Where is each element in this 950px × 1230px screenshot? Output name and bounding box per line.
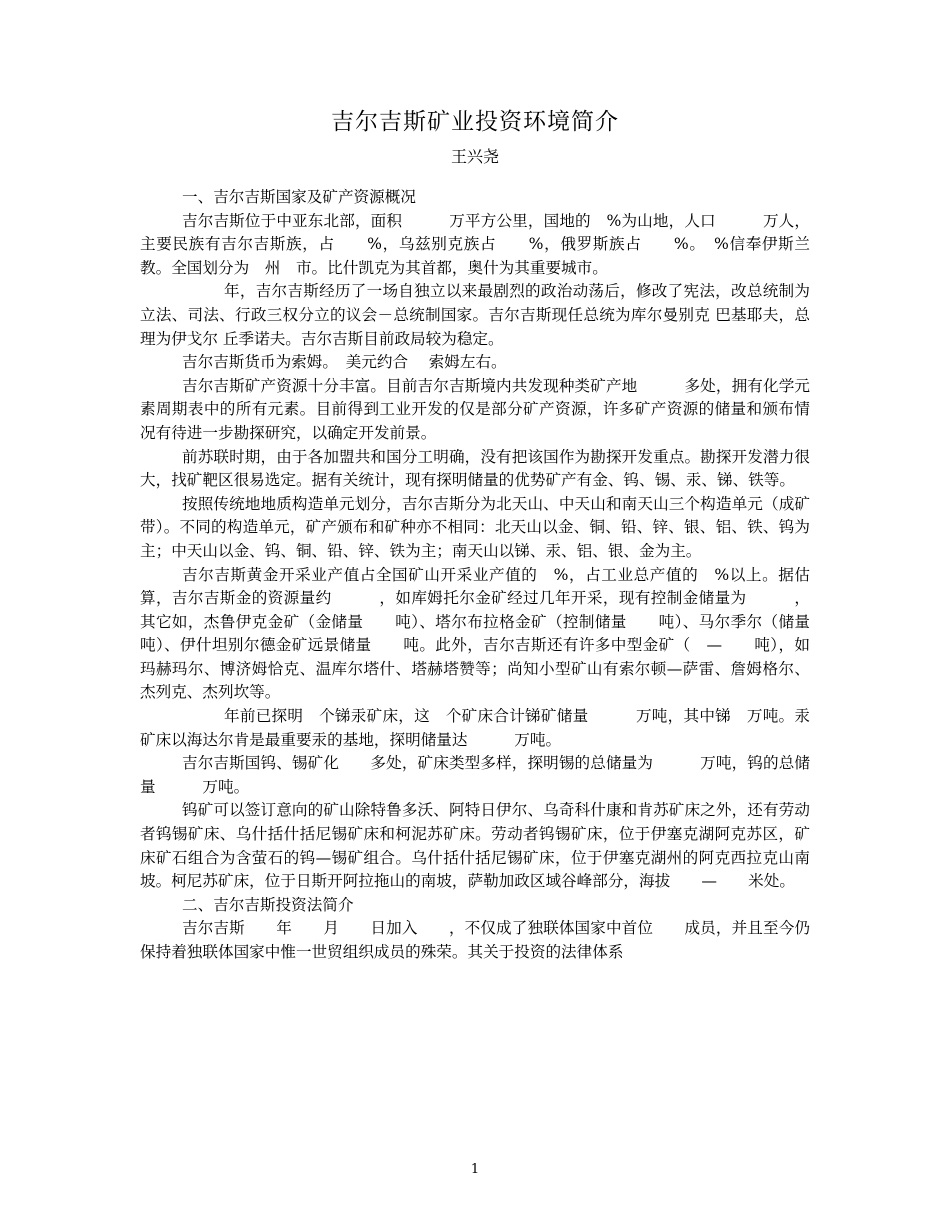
paragraph: 吉尔吉斯矿产资源十分丰富。目前吉尔吉斯境内共发现种类矿产地 多处，拥有化学元素周期表中的所有元素。目前得到工业开发的仅是部分矿产资源，许多矿产资源的储量和颁布情况有待进一步勘探研究，以确定开发前景。 [140,376,810,442]
paragraph: 年，吉尔吉斯经历了一场自独立以来最剧烈的政治动荡后，修改了宪法，改总统制为立法、司法、行政三权分立的议会－总统制国家。吉尔吉斯现任总统为库尔曼别克 巴基耶夫，总理为伊戈尔 丘季诺夫。吉尔吉斯目前政局较为稳定。 [140,282,810,348]
document-author: 王兴尧 [450,147,499,166]
paragraph: 吉尔吉斯国钨、锡矿化 多处，矿床类型多样，探明锡的总储量为 万吨，钨的总储量 万吨。 [140,754,810,796]
section-heading: 一、吉尔吉斯国家及矿产资源概况 [182,188,416,206]
paragraph: 年前已探明 个锑汞矿床，这 个矿床合计锑矿储量 万吨，其中锑 万吨。汞矿床以海达尔肯是最重要汞的基地，探明储量达 万吨。 [140,707,810,749]
paragraph: 前苏联时期，由于各加盟共和国分工明确，没有把该国作为勘探开发重点。勘探开发潜力很大，找矿靶区很易选定。据有关统计，现有探明储量的优势矿产有金、钨、锡、汞、锑、铁等。 [140,447,810,490]
paragraph: 吉尔吉斯货币为索姆。 美元约合 索姆左右。 [182,353,507,372]
document-title: 吉尔吉斯矿业投资环境简介 [331,109,619,135]
document-body [140,186,831,965]
paragraph: 吉尔吉斯位于中亚东北部，面积 万平方公里，国地的 %为山地，人口 万人，主要民族有吉尔吉斯族，占 %，乌兹别克族占 %，俄罗斯族占 %。 %信奉伊斯兰教。全国划分为 州 市。比什凯克为其首都，奥什为其重要城市。 [140,211,810,277]
paragraph: 钨矿可以签订意向的矿山除特鲁多沃、阿特日伊尔、乌奇科什康和肯苏矿床之外，还有劳动者钨锡矿床、乌什括什括尼锡矿床和柯泥苏矿床。劳动者钨锡矿床，位于伊塞克湖阿克苏区，矿床矿石组合为含萤石的钨—锡矿组合。乌什括什括尼锡矿床，位于伊塞克湖州的阿克西拉克山南坡。柯尼苏矿床，位于日斯开阿拉拖山的南坡，萨勒加政区域谷峰部分，海拔 — 米处。 [140,801,810,891]
paragraph: 吉尔吉斯 年 月 日加入 ，不仅成了独联体国家中首位 成员，并且至今仍保持着独联体国家中惟一世贸组织成员的殊荣。其关于投资的法律体系 [140,919,810,961]
section-heading: 二、吉尔吉斯投资法简介 [182,895,354,914]
paragraph: 吉尔吉斯黄金开采业产值占全国矿山开采业产值的 %，占工业总产值的 %以上。据估算，吉尔吉斯金的资源量约 ，如库姆托尔金矿经过几年开采，现有控制金储量为 ，其它如，杰鲁伊克金矿（金储量 吨）、塔尔布拉格金矿（控制储量 吨）、马尔季尔（储量 吨）、伊什坦别尔德金矿远景储量 吨。此外，吉尔吉斯还有许多中型金矿（ — 吨），如玛赫玛尔、博济姆恰克、温库尔塔什、塔赫塔赞等；尚知小型矿山有索尔顿—萨雷、詹姆格尔、杰列克、杰列坎等。 [140,565,831,702]
page-number: 1 [470,1162,480,1177]
paragraph: 按照传统地地质构造单元划分，吉尔吉斯分为北天山、中天山和南天山三个构造单元（成矿带）。不同的构造单元，矿产颁布和矿种亦不相同：北天山以金、铜、铅、锌、银、铝、铁、钨为主；中天山以金、钨、铜、铅、锌、铁为主；南天山以锑、汞、铝、银、金为主。 [140,494,810,560]
